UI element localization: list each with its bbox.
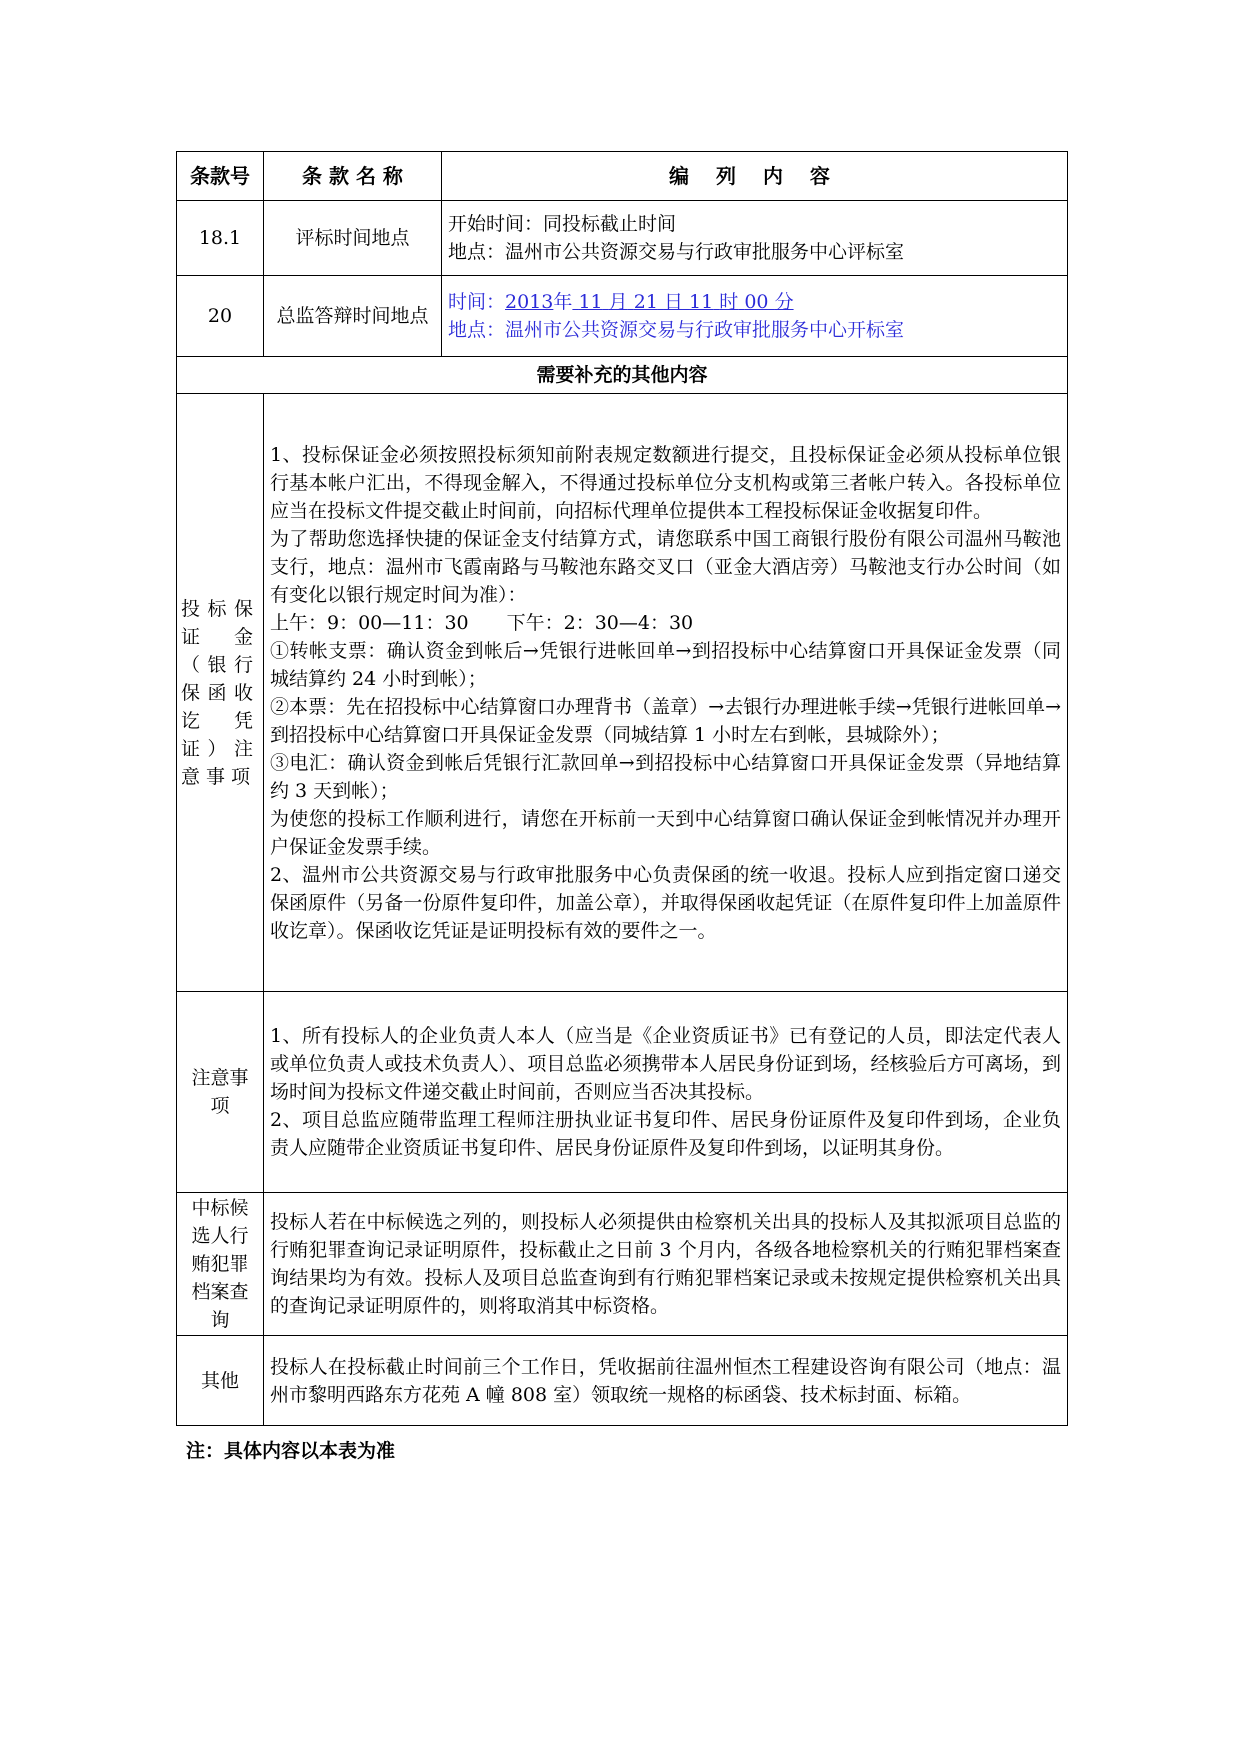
section-title-row — [177, 357, 1068, 394]
bribery-paragraph: 投标人若在中标候选之列的，则投标人必须提供由检察机关出具的投标人及其拟派项目总监的行贿犯罪查询记录证明原件，投标截止之日前 3 个月内，各级各地检察机关的行贿犯罪档案查询结果均为有效。投标人及项目总监查询到有行贿犯罪档案记录或未按规定提供检察机关出具的查询记录证明原件的，则将取消其中标资格。 — [270, 1211, 1061, 1317]
bond-label-text: 投标保证金（银行保函收讫凭证）注意事项 — [181, 597, 259, 788]
clause-number: 20 — [177, 276, 264, 357]
month-unit: 月 — [608, 291, 628, 313]
month-value: 11 — [578, 291, 603, 313]
day-field — [628, 291, 683, 313]
bond-paragraph: 1、投标保证金必须按照投标须知前附表规定数额进行提交，且投标保证金必须从投标单位银行基本帐户汇出，不得现金解入，不得通过投标单位分支机构或第三者帐户转入。各投标单位应当在投标文件提交截止时间前，向招标代理单位提供本工程投标保证金收据复印件。 — [270, 443, 1061, 522]
start-time-line: 开始时间：同投标截止时间 — [448, 213, 677, 235]
minute-unit: 分 — [774, 291, 794, 313]
bribery-label: 中标候选人行贿犯罪档案查询 — [177, 1193, 264, 1336]
table-row — [177, 276, 1068, 357]
day-unit: 日 — [663, 291, 683, 313]
table-row — [177, 1336, 1068, 1426]
other-content — [264, 1336, 1068, 1426]
bond-paragraph: 2、温州市公共资源交易与行政审批服务中心负责保函的统一收退。投标人应到指定窗口递交保函原件（另备一份原件复印件，加盖公章），并取得保函收起凭证（在原件复印件上加盖原件收讫章）。保函收讫凭证是证明投标有效的要件之一。 — [270, 863, 1061, 942]
bond-paragraph: ①转帐支票：确认资金到帐后→凭银行进帐回单→到招投标中心结算窗口开具保证金发票（同城结算约 24 小时到帐）； — [270, 639, 1061, 690]
clause-name: 总监答辩时间地点 — [264, 276, 442, 357]
hour-field — [683, 291, 738, 313]
hour-value: 11 — [689, 291, 714, 313]
table-row — [177, 1193, 1068, 1336]
table-row — [177, 201, 1068, 276]
section-title: 需要补充的其他内容 — [177, 357, 1068, 394]
notice-label: 注意事项 — [177, 992, 264, 1193]
clause-name: 评标时间地点 — [264, 201, 442, 276]
table-row — [177, 992, 1068, 1193]
bond-paragraph: 为使您的投标工作顺利进行，请您在开标前一天到中心结算窗口确认保证金到帐情况并办理开户保证金发票手续。 — [270, 807, 1061, 858]
minute-value: 00 — [744, 291, 769, 313]
notice-content — [264, 992, 1068, 1193]
day-value: 21 — [633, 291, 658, 313]
other-paragraph: 投标人在投标截止时间前三个工作日，凭收据前往温州恒杰工程建设咨询有限公司（地点：温州市黎明西路东方花苑 A 幢 808 室）领取统一规格的标函袋、技术标封面、标箱。 — [270, 1355, 1061, 1406]
bond-hours: 上午：9：00—11：30 下午：2：30—4：30 — [270, 611, 694, 634]
location-line: 地点：温州市公共资源交易与行政审批服务中心评标室 — [448, 241, 905, 263]
year-unit: 年 — [553, 291, 573, 313]
table-footnote: 注：具体内容以本表为准 — [186, 1440, 396, 1462]
bond-paragraph: ②本票：先在招投标中心结算窗口办理背书（盖章）→去银行办理进帐手续→凭银行进帐回单→到招投标中心结算窗口开具保证金发票（同城结算 1 小时左右到帐，县城除外）； — [270, 695, 1061, 746]
defense-location-line: 地点：温州市公共资源交易与行政审批服务中心开标室 — [448, 319, 905, 341]
time-prefix: 时间： — [448, 291, 506, 313]
tender-clause-table — [176, 151, 1068, 1426]
bond-content — [264, 394, 1068, 992]
hour-unit: 时 — [719, 291, 739, 313]
year-value: 2013 — [505, 291, 554, 313]
defense-time-line — [448, 288, 1061, 316]
bribery-content — [264, 1193, 1068, 1336]
clause-content — [442, 276, 1068, 357]
bond-paragraph: 为了帮助您选择快捷的保证金支付结算方式，请您联系中国工商银行股份有限公司温州马鞍池支行，地点：温州市飞霞南路与马鞍池东路交叉口（亚金大酒店旁）马鞍池支行办公时间（如有变化以银行规定时间为准）： — [270, 527, 1061, 606]
month-field — [572, 291, 627, 313]
header-clause-number: 条款号 — [177, 152, 264, 201]
table-row — [177, 394, 1068, 992]
notice-paragraph: 1、所有投标人的企业负责人本人（应当是《企业资质证书》已有登记的人员，即法定代表人或单位负责人或技术负责人）、项目总监必须携带本人居民身份证到场，经核验后方可离场，到场时间为投标文件递交截止时间前，否则应当否决其投标。 — [270, 1025, 1061, 1103]
other-label: 其他 — [177, 1336, 264, 1426]
notice-paragraph: 2、项目总监应随带监理工程师注册执业证书复印件、居民身份证原件及复印件到场，企业负责人应随带企业资质证书复印件、居民身份证原件及复印件到场，以证明其身份。 — [270, 1109, 1061, 1159]
bond-paragraph: ③电汇：确认资金到帐后凭银行汇款回单→到招投标中心结算窗口开具保证金发票（异地结算约 3 天到帐）； — [270, 751, 1061, 802]
header-content: 编 列 内 容 — [442, 152, 1068, 201]
minute-field — [738, 291, 793, 313]
clause-content — [442, 201, 1068, 276]
table-header-row — [177, 152, 1068, 201]
header-clause-name: 条 款 名 称 — [264, 152, 442, 201]
clause-number: 18.1 — [177, 201, 264, 276]
bond-label — [177, 394, 264, 992]
